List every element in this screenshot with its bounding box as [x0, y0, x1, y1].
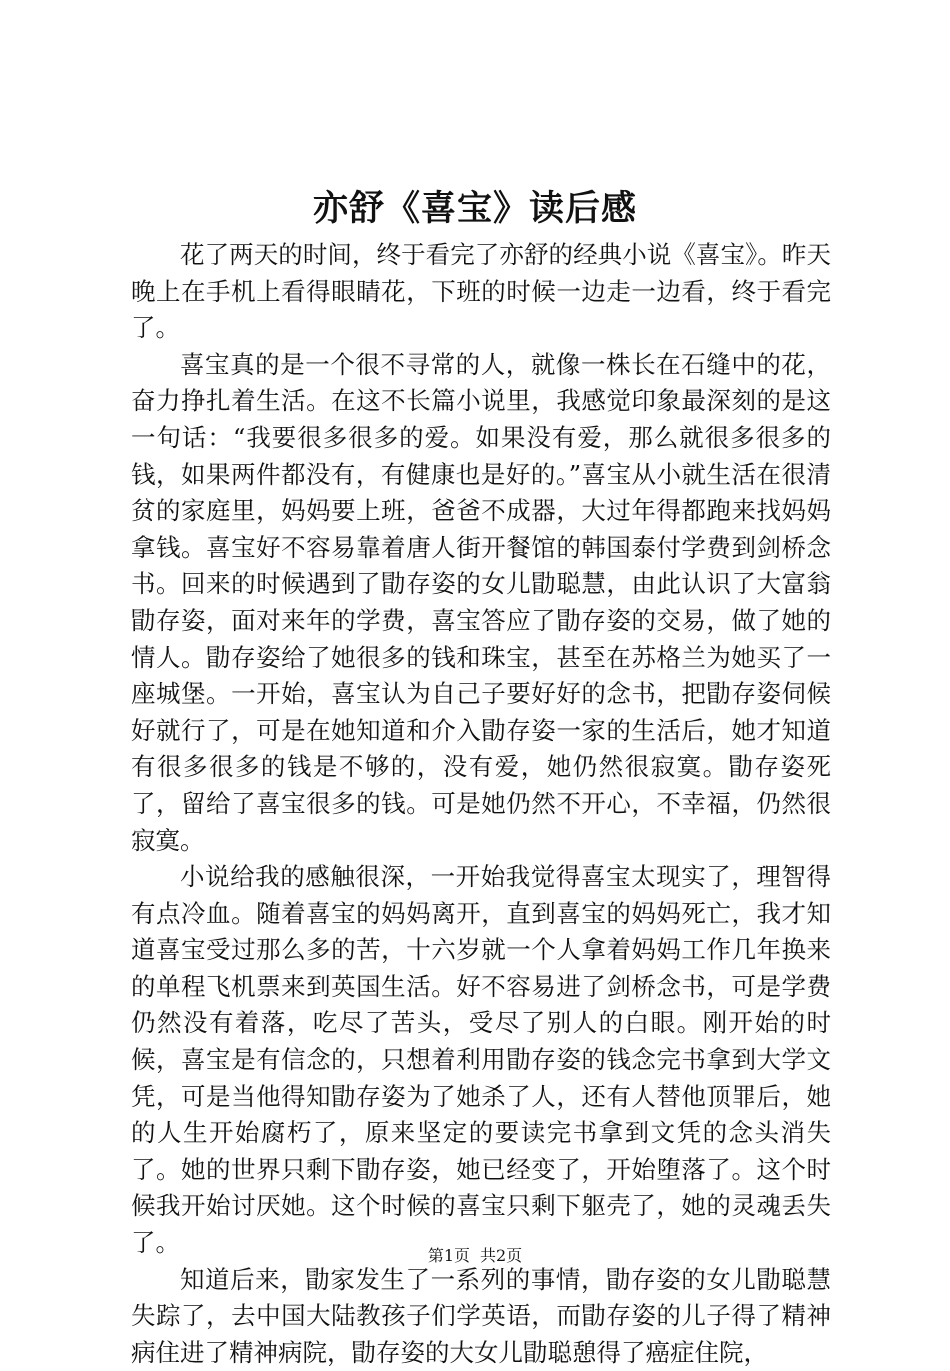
page-total: 共2页 [480, 1246, 523, 1265]
page-number: 第1页 [427, 1246, 470, 1265]
paragraph-4: 知道后来，勖家发生了一系列的事情，勖存姿的女儿勖聪慧失踪了，去中国大陆教孩子们学英语，而勖存姿的儿子得了精神病住进了精神病院，勖存姿的大女儿勖聪憩得了癌症住院， [131, 1264, 831, 1367]
document-body [131, 237, 831, 1371]
document-title: 亦舒《喜宝》读后感 [312, 188, 637, 229]
paragraph-2: 喜宝真的是一个很不寻常的人，就像一株长在石缝中的花，奋力挣扎着生活。在这不长篇小说里，我感觉印象最深刻的是这一句话：“我要很多很多的爱。如果没有爱，那么就很多很多的钱，如果两件都没有，有健康也是好的。”喜宝从小就生活在很清贫的家庭里，妈妈要上班，爸爸不成器，大过年得都跑来找妈妈拿钱。喜宝好不容易靠着唐人街开餐馆的韩国泰付学费到剑桥念书。回来的时候遇到了勖存姿的女儿勖聪慧，由此认识了大富翁勖存姿，面对来年的学费，喜宝答应了勖存姿的交易，做了她的情人。勖存姿给了她很多的钱和珠宝，甚至在苏格兰为她买了一座城堡。一开始，喜宝认为自己子要好好的念书，把勖存姿伺候好就行了，可是在她知道和介入勖存姿一家的生活后，她才知道有很多很多的钱是不够的，没有爱，她仍然很寂寞。勖存姿死了，留给了喜宝很多的钱。可是她仍然不开心，不幸福，仍然很寂寞。 [131, 349, 831, 855]
page-footer [0, 1244, 950, 1268]
paragraph-1: 花了两天的时间，终于看完了亦舒的经典小说《喜宝》。昨天晚上在手机上看得眼睛花，下班的时候一边走一边看，终于看完了。 [131, 240, 831, 343]
paragraph-3: 小说给我的感触很深，一开始我觉得喜宝太现实了，理智得有点冷血。随着喜宝的妈妈离开，直到喜宝的妈妈死亡，我才知道喜宝受过那么多的苦，十六岁就一个人拿着妈妈工作几年换来的单程飞机票来到英国生活。好不容易进了剑桥念书，可是学费仍然没有着落，吃尽了苦头，受尽了别人的白眼。刚开始的时候，喜宝是有信念的，只想着利用勖存姿的钱念完书拿到大学文凭，可是当他得知勖存姿为了她杀了人，还有人替他顶罪后，她的人生开始腐朽了，原来坚定的要读完书拿到文凭的念头消失了。她的世界只剩下勖存姿，她已经变了，开始堕落了。这个时候我开始讨厌她。这个时候的喜宝只剩下躯壳了，她的灵魂丢失了。 [131, 862, 831, 1258]
